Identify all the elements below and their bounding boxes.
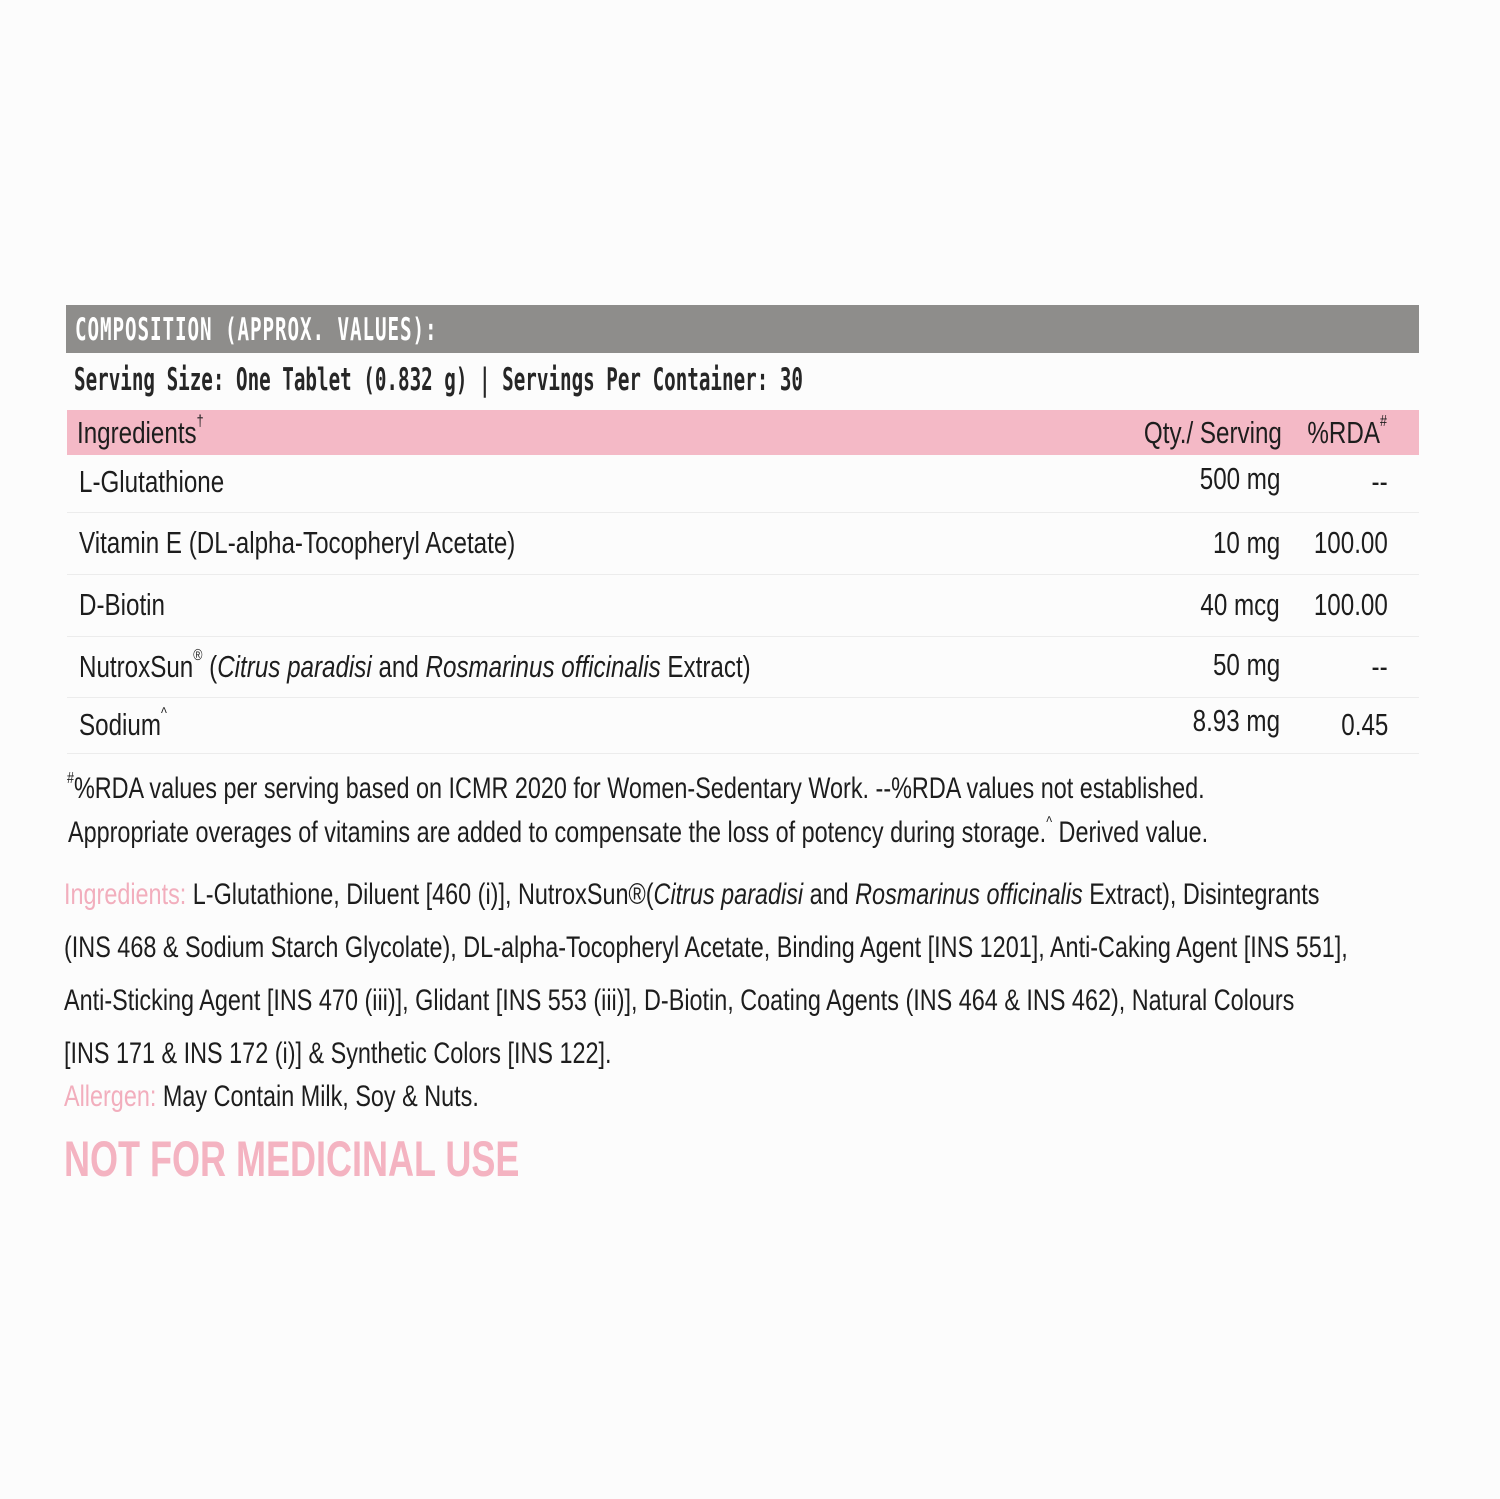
column-rda bbox=[1285, 415, 1387, 451]
column-qty-label: Qty./ Serving bbox=[1144, 415, 1282, 450]
ingredient-name: NutroxSun® (Citrus paradisi and Rosmarinus officinalis Extract) bbox=[79, 647, 751, 684]
ingredient-name: D-Biotin bbox=[79, 587, 166, 622]
ingredient-qty: 40 mcg bbox=[1200, 587, 1280, 622]
ingredient-rda: 0.45 bbox=[1340, 707, 1388, 742]
hash-mark: # bbox=[1380, 413, 1387, 430]
composition-title-text: COMPOSITION (APPROX. VALUES): bbox=[75, 312, 438, 348]
ingredient-qty: 10 mg bbox=[1212, 525, 1280, 560]
table-row bbox=[67, 697, 1419, 754]
table-row bbox=[67, 455, 1419, 513]
ingredient-name: L-Glutathione bbox=[79, 464, 225, 499]
composition-title bbox=[75, 312, 660, 348]
not-for-medicinal-use-warning: NOT FOR MEDICINAL USE bbox=[64, 1131, 520, 1187]
table-row bbox=[67, 636, 1419, 698]
column-qty bbox=[1105, 415, 1282, 451]
composition-header bbox=[66, 305, 1419, 353]
ingredient-name: Sodium^ bbox=[79, 705, 167, 742]
registered-mark: ® bbox=[193, 647, 203, 664]
ingredients-list bbox=[64, 872, 1464, 1084]
table-row bbox=[67, 574, 1419, 637]
ingredient-rda: 100.00 bbox=[1314, 587, 1388, 622]
ingredient-qty: 50 mg bbox=[1212, 647, 1280, 682]
allergen-label: Allergen: bbox=[64, 1080, 157, 1113]
ingredients-line: Ingredients: L-Glutathione, Diluent [460 (i)], NutroxSun®(Citrus paradisi and Rosmarinus officinalis Extract), Disintegrants bbox=[64, 878, 1320, 911]
column-ingredients-label: Ingredients bbox=[77, 415, 197, 450]
serving-info bbox=[74, 362, 1250, 398]
ingredient-rda: -- bbox=[1371, 464, 1388, 499]
allergen-info bbox=[64, 1080, 596, 1114]
serving-info-text: Serving Size: One Tablet (0.832 g) | Servings Per Container: 30 bbox=[74, 362, 804, 398]
ingredient-qty: 500 mg bbox=[1199, 461, 1280, 496]
rda-footnote: #%RDA values per serving based on ICMR 2020 for Women-Sedentary Work. --%RDA values not established. bbox=[67, 770, 1205, 805]
column-rda-label: %RDA bbox=[1307, 415, 1381, 450]
allergen-text: May Contain Milk, Soy & Nuts. bbox=[156, 1080, 479, 1113]
ingredient-rda: -- bbox=[1371, 649, 1388, 684]
ingredient-rda: 100.00 bbox=[1314, 525, 1388, 560]
table-header bbox=[67, 410, 1419, 455]
ingredients-line: Anti-Sticking Agent [INS 470 (iii)], Glidant [INS 553 (iii)], D-Biotin, Coating Agents (INS 464 & INS 462), Natural Colours bbox=[64, 984, 1295, 1017]
ingredients-line: (INS 468 & Sodium Starch Glycolate), DL-alpha-Tocopheryl Acetate, Binding Agent [INS 1201], Anti-Caking Agent [INS 551], bbox=[64, 931, 1348, 964]
ingredients-label: Ingredients: bbox=[64, 878, 187, 911]
ingredient-name: Vitamin E (DL-alpha-Tocopheryl Acetate) bbox=[79, 525, 516, 560]
column-ingredients bbox=[77, 415, 239, 451]
table-row bbox=[67, 512, 1419, 575]
ingredient-qty: 8.93 mg bbox=[1192, 703, 1280, 738]
dagger-mark: † bbox=[196, 413, 204, 430]
overage-footnote: Appropriate overages of vitamins are added to compensate the loss of potency during storage.^ Derived value. bbox=[68, 814, 1209, 849]
ingredients-line: [INS 171 & INS 172 (i)] & Synthetic Colors [INS 122]. bbox=[64, 1037, 612, 1070]
caret-mark: ^ bbox=[160, 705, 167, 722]
